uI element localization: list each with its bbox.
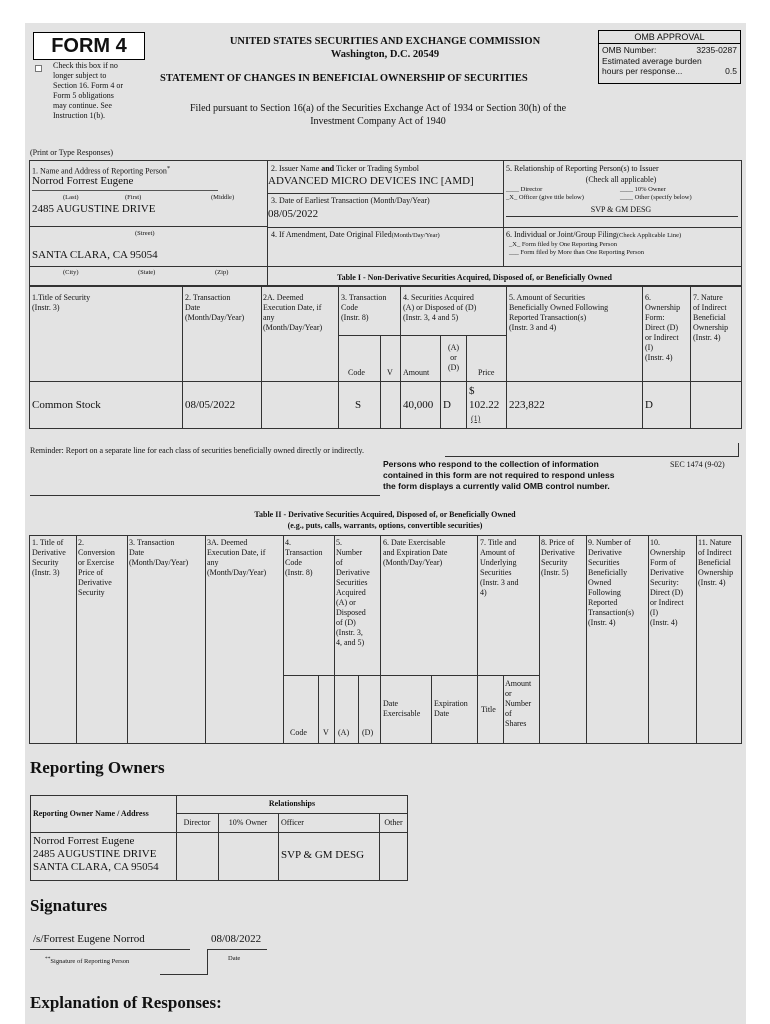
t1-col7-header: 7. Nature of Indirect Beneficial Ownership (Instr. 4) — [693, 293, 729, 342]
t2-col5-header: 5. Number of Derivative Securities Acquired (A) or Disposed of (D) (Instr. 3, 4, and 5) — [336, 538, 370, 647]
t2-amount-header: Amount or Number of Shares — [505, 679, 532, 728]
t1-col2a-header: 2A. Deemed Execution Date, if any (Month/Day/Year) — [263, 293, 323, 332]
t2-a-header: (A) — [338, 728, 350, 737]
t2-expiration-header: Expiration Date — [434, 699, 468, 718]
t1-price-footnote-link[interactable]: (1) — [471, 414, 481, 423]
t2-col8-header: 8. Price of Derivative Security (Instr. 5) — [541, 538, 575, 577]
t1-security-title: Common Stock — [32, 399, 101, 411]
signature-date: 08/08/2022 — [211, 933, 262, 945]
street-address: 2485 AUGUSTINE DRIVE — [32, 203, 156, 215]
reporting-owners-heading: Reporting Owners — [30, 758, 165, 777]
owner-officer-title: SVP & GM DESG — [281, 849, 365, 861]
filed-pursuant-line1: Filed pursuant to Section 16(a) of the Securities Exchange Act of 1934 or Section 30(h) of the — [189, 103, 567, 114]
filing-option-one: _X_ Form filed by One Reporting Person — [509, 241, 617, 248]
owner-name-address: Norrod Forrest Eugene 2485 AUGUSTINE DRIVE SANTA CLARA, CA 95054 — [33, 835, 159, 873]
issuer-name-ticker: ADVANCED MICRO DEVICES INC [AMD] — [268, 175, 474, 187]
box1-label: 1. Name and Address of Reporting Person* — [32, 165, 171, 176]
signature-label: **Signature of Reporting Person — [45, 956, 130, 966]
director-option: ____ Director — [506, 186, 543, 193]
omb-number: 3235-0287 — [696, 45, 737, 55]
other-header: Other — [384, 818, 403, 827]
t2-col3a-header: 3A. Deemed Execution Date, if any (Month/Day/Year) — [207, 538, 267, 577]
statement-title: STATEMENT OF CHANGES IN BENEFICIAL OWNERSHIP OF SECURITIES — [160, 73, 528, 84]
officer-option: _X_ Officer (give title below) — [506, 194, 584, 201]
ten-percent-owner-header: 10% Owner — [228, 818, 268, 827]
street-label: (Street) — [135, 230, 155, 237]
signatures-heading: Signatures — [30, 896, 108, 915]
t1-col5-header: 5. Amount of Securities Beneficially Owned Following Reported Transaction(s) (Instr. 3 and 4) — [509, 293, 609, 332]
other-option: ____ Other (specify below) — [620, 194, 692, 201]
footnote-mark: * — [166, 165, 171, 172]
t2-col10-header: 10. Ownership Form of Derivative Security: Direct (D) or Indirect (I) (Instr. 4) — [650, 538, 686, 627]
relationships-header: Relationships — [268, 799, 316, 808]
t1-col3-header: 3. Transaction Code (Instr. 8) — [341, 293, 387, 322]
t2-col9-header: 9. Number of Derivative Securities Beneficially Owned Following Reported Transaction(s) (Instr. 4) — [588, 538, 634, 627]
signer-name: /s/Forrest Eugene Norrod — [33, 933, 145, 945]
t1-code: S — [355, 399, 362, 411]
t1-v-header: V — [387, 368, 393, 377]
form-title-box — [33, 32, 145, 60]
t2-col4-header: 4. Transaction Code (Instr. 8) — [285, 538, 323, 577]
box6-label: 6. Individual or Joint/Group Filing(Check Applicable Line) — [506, 230, 682, 239]
t1-amount-owned: 223,822 — [509, 399, 545, 411]
t2-col7-header: 7. Title and Amount of Underlying Securities (Instr. 3 and 4) — [480, 538, 519, 597]
earliest-transaction-date: 08/05/2022 — [268, 208, 319, 220]
t2-code-header: Code — [290, 728, 307, 737]
t2-col6-header: 6. Date Exercisable and Expiration Date (Month/Day/Year) — [383, 538, 448, 567]
t1-ownership-form: D — [645, 399, 653, 411]
print-note: (Print or Type Responses) — [30, 148, 114, 157]
explanation-heading: Explanation of Responses: — [30, 993, 222, 1012]
t2-col11-header: 11. Nature of Indirect Beneficial Ownership (Instr. 4) — [698, 538, 734, 587]
t1-col6-header: 6. Ownership Form: Direct (D) or Indirect (I) (Instr. 4) — [645, 293, 681, 362]
t2-col1-header: 1. Title of Derivative Security (Instr. 3) — [32, 538, 66, 577]
middle-label: (Middle) — [211, 194, 235, 201]
officer-header: Officer — [281, 818, 304, 827]
omb-title: OMB APPROVAL — [599, 31, 740, 44]
agency-location: Washington, D.C. 20549 — [330, 49, 440, 60]
omb-approval-box — [598, 30, 741, 84]
t2-v-header: V — [323, 728, 329, 737]
omb-number-label: OMB Number: — [602, 45, 657, 55]
t1-col4-header: 4. Securities Acquired (A) or Disposed of (D) (Instr. 3, 4 and 5) — [403, 293, 477, 322]
t1-col2-header: 2. Transaction Date (Month/Day/Year) — [185, 293, 245, 322]
filing-option-many: ___ Form filed by More than One Reporting Person — [509, 249, 645, 256]
t1-amount: 40,000 — [403, 399, 434, 411]
t1-price-symbol: $ — [469, 385, 475, 397]
t2-title-header: Title — [481, 705, 496, 714]
omb-burden-value: 0.5 — [725, 66, 737, 76]
form-title: FORM 4 — [51, 35, 127, 57]
table1-title: Table I - Non-Derivative Securities Acquired, Disposed of, or Beneficially Owned — [337, 273, 612, 282]
sec-form-code: SEC 1474 (9-02) — [670, 460, 725, 469]
t1-col1-header: 1.Title of Security (Instr. 3) — [32, 293, 91, 312]
checkbox-text: Check this box if no longer subject to Section 16. Form 4 or Form 5 obligations may continue. See Instruction 1(b). — [53, 61, 123, 120]
agency-name: UNITED STATES SECURITIES AND EXCHANGE COMMISSION — [229, 36, 541, 47]
table2-subtitle: (e.g., puts, calls, warrants, options, convertible securities) — [287, 521, 483, 530]
box5-label: 5. Relationship of Reporting Person(s) to Issuer — [506, 164, 659, 173]
t1-aod-header: (A) or (D) — [447, 343, 460, 372]
t2-col3-header: 3. Transaction Date (Month/Day/Year) — [129, 538, 189, 567]
form-page — [25, 23, 746, 1024]
filed-pursuant-line2: Investment Company Act of 1940 — [310, 116, 446, 127]
collection-notice: Persons who respond to the collection of information contained in this form are not required to respond unless the form displays a currently valid OMB control number. — [383, 459, 615, 491]
t1-acquired-disposed: D — [443, 399, 451, 411]
officer-title: SVP & GM DESG — [590, 205, 652, 214]
director-header: Director — [183, 818, 211, 827]
reporting-person-name: Norrod Forrest Eugene — [32, 175, 134, 187]
last-label: (Last) — [63, 194, 79, 201]
t1-code-header: Code — [348, 368, 365, 377]
table2-title: Table II - Derivative Securities Acquired, Disposed of, or Beneficially Owned — [254, 510, 516, 519]
t2-d-header: (D) — [362, 728, 374, 737]
reminder-text: Reminder: Report on a separate line for each class of securities beneficially owned directly or indirectly. — [30, 446, 365, 455]
t2-date-exercisable-header: Date Exercisable — [383, 699, 421, 718]
no-longer-subject-checkbox[interactable] — [35, 65, 42, 72]
city-state-zip: SANTA CLARA, CA 95054 — [32, 249, 158, 261]
t2-col2-header: 2. Conversion or Exercise Price of Derivative Security — [78, 538, 115, 597]
box3-label: 3. Date of Earliest Transaction (Month/Day/Year) — [271, 196, 430, 205]
omb-burden-line2: hours per response... — [602, 66, 683, 76]
t1-transaction-date: 08/05/2022 — [185, 399, 236, 411]
box5-sub: (Check all applicable) — [585, 175, 657, 184]
t1-price-header: Price — [478, 368, 495, 377]
zip-label: (Zip) — [215, 269, 229, 276]
date-label: Date — [228, 955, 241, 962]
ten-percent-option: ____ 10% Owner — [620, 186, 666, 193]
box2-label: 2. Issuer Name and Ticker or Trading Symbol — [271, 164, 420, 173]
box4-label: 4. If Amendment, Date Original Filed(Month/Day/Year) — [271, 230, 440, 239]
first-label: (First) — [125, 194, 142, 201]
state-label: (State) — [138, 269, 156, 276]
owner-name-header: Reporting Owner Name / Address — [33, 809, 149, 818]
omb-burden-line1: Estimated average burden — [602, 55, 702, 66]
city-label: (City) — [63, 269, 79, 276]
t1-price: 102.22 — [469, 399, 500, 411]
t1-amount-header: Amount — [403, 368, 430, 377]
